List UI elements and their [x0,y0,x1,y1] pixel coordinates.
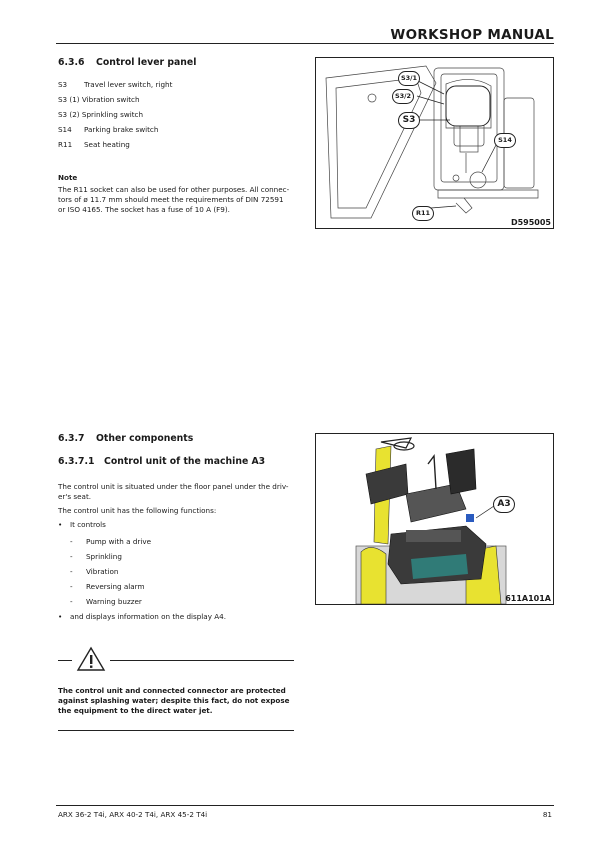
section-title: Control lever panel [96,57,197,68]
callout-a3: A3 [493,496,515,513]
list-item: S3 (1) Vibration switch [58,95,140,104]
control-lever-panel-figure [315,57,554,229]
list-item: • It controls [58,520,106,529]
warning-rule-bottom [58,730,294,731]
callout-s14: S14 [494,133,516,148]
list-item: - Warning buzzer [70,597,142,606]
machine-drawing [316,434,553,604]
subsection-heading-6-3-7-1: 6.3.7.1 Control unit of the machine A3 [58,456,266,467]
list-item: • and displays information on the display A4. [58,612,227,621]
list-item: S3 Travel lever switch, right [58,80,173,89]
note-text: The R11 socket can also be used for other purposes. All connec- tors of ø 11.7 mm should meet the requirements of DIN 72591 or ISO 4165. The socket has a fuse of 10 A (F9). [58,185,290,214]
header-divider [56,43,554,44]
list-item: R11 Seat heating [58,140,130,149]
warning-triangle-icon [76,646,106,672]
section-number: 6.3.6 [58,57,85,68]
footer-divider [56,805,554,806]
page-number: 81 [542,810,552,819]
list-item: - Sprinkling [70,552,122,561]
list-item: - Vibration [70,567,119,576]
list-item: S14 Parking brake switch [58,125,159,134]
warning-text: The control unit and connected connector are protected against splashing water; despite this fact, do not expose the equipment to the direct water jet. [58,686,290,715]
lever-panel-drawing [316,58,553,228]
list-item: S3 (2) Sprinkling switch [58,110,144,119]
warning-rule-left [58,660,72,661]
section-heading-6-3-6 [58,57,196,68]
figure-label: 611A101A [505,594,551,603]
warning-rule-right [110,660,294,661]
document-header-title: WORKSHOP MANUAL [390,27,554,43]
callout-r11: R11 [412,206,434,221]
paragraph: The control unit has the following functions: [58,506,217,515]
callout-s3-1: S3/1 [398,71,420,86]
list-item: - Reversing alarm [70,582,145,591]
callout-s3: S3 [398,112,420,129]
paragraph: The control unit is situated under the floor panel under the driv- er's seat. [58,482,289,501]
callout-s3-2: S3/2 [392,89,414,104]
note-title: Note [58,173,78,182]
figure-label: D595005 [510,218,551,227]
section-heading-6-3-7: 6.3.7 Other components [58,433,194,444]
machine-control-unit-figure [315,433,554,605]
footer-models: ARX 36-2 T4i, ARX 40-2 T4i, ARX 45-2 T4i [58,810,208,819]
list-item: - Pump with a drive [70,537,152,546]
